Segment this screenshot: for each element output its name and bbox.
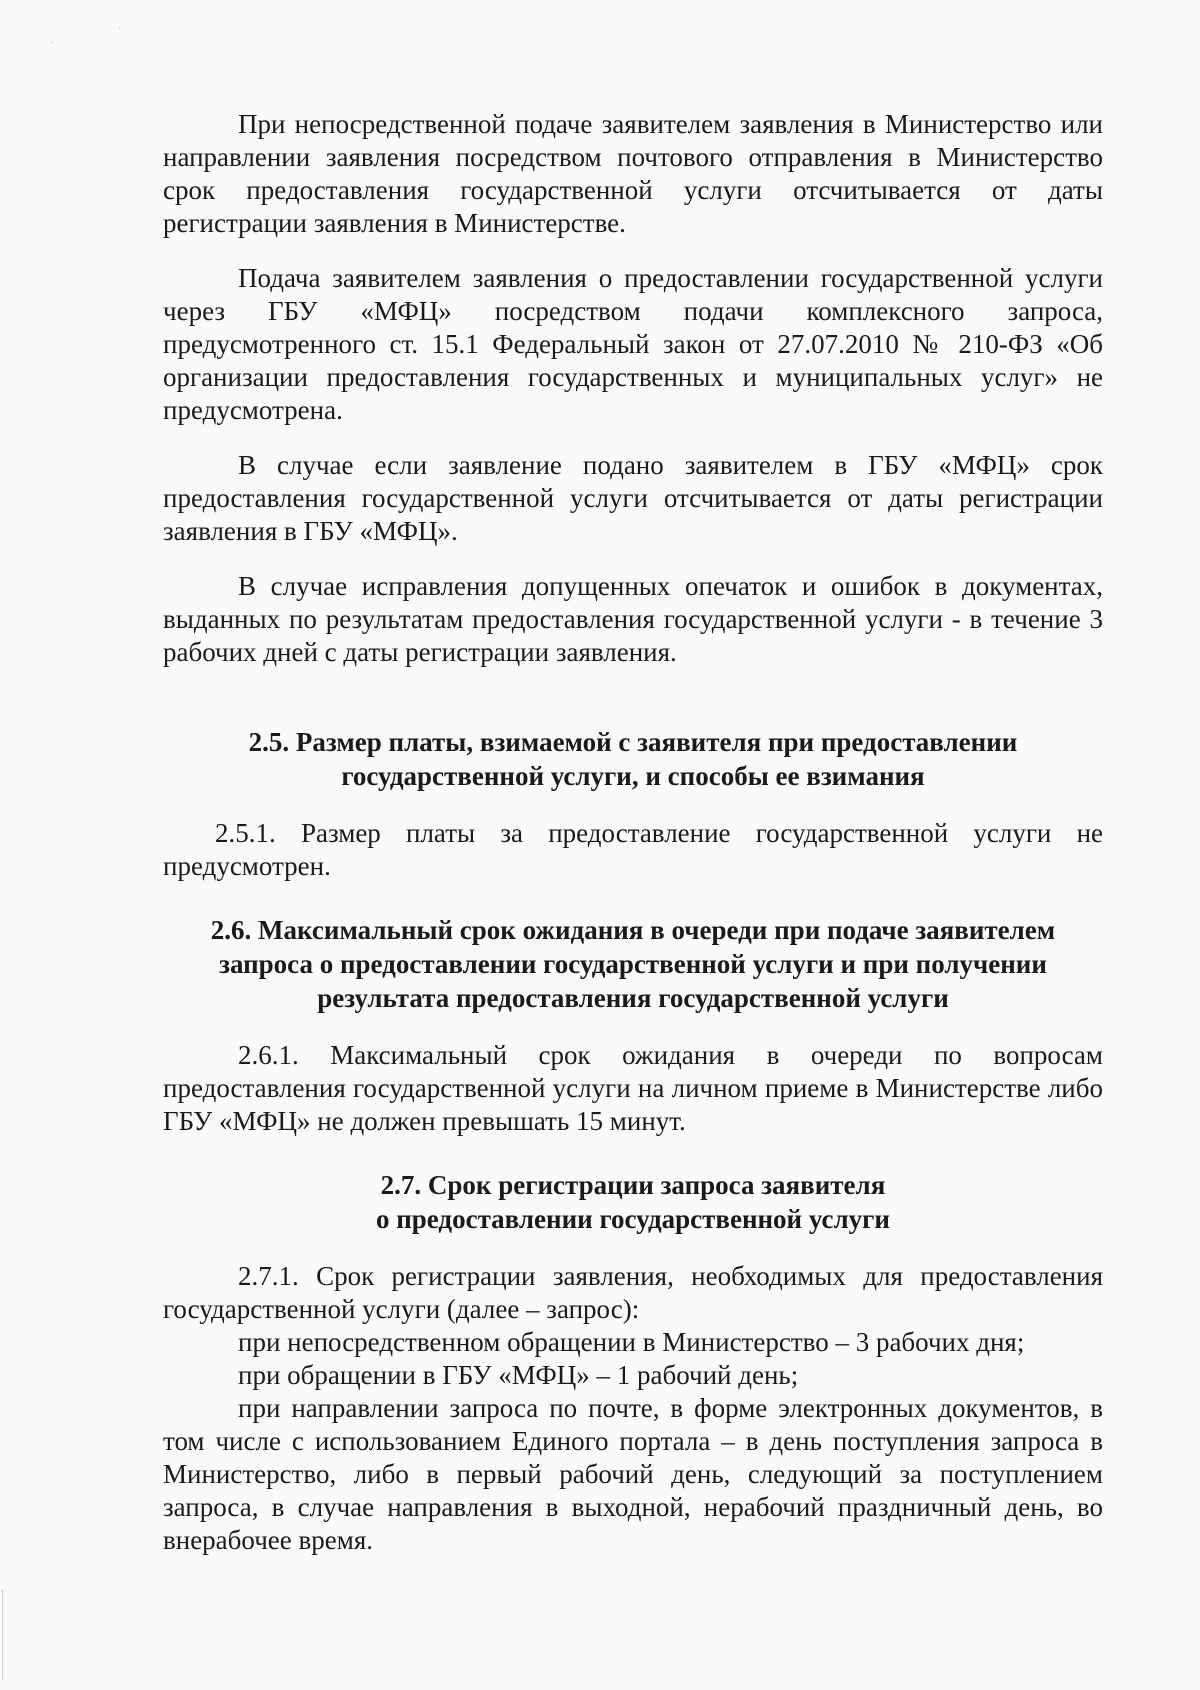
paragraph-submission-term: При непосредственной подаче заявителем заявления в Министерство или направлении заявления посредством почтового отправления в Министерство срок предоставления государственной услуги отсчитывается от даты регистрации заявления в Министерстве.	[163, 109, 1103, 238]
scan-artifact: ·	[118, 24, 122, 35]
paragraph-2-6-1: 2.6.1. Максимальный срок ожидания в очереди по вопросам предоставления государственной услуги на личном приеме в Министерстве либо ГБУ «МФЦ» не должен превышать 15 минут.	[163, 1040, 1103, 1136]
heading-2-6-line-1: 2.6. Максимальный срок ожидания в очереди при подаче заявителем	[210, 915, 1056, 945]
paragraph-mfc-term: В случае если заявление подано заявителем в ГБУ «МФЦ» срок предоставления государственной услуги отсчитывается от даты регистрации заявления в ГБУ «МФЦ».	[163, 450, 1103, 546]
heading-2-7-line-1: 2.7. Срок регистрации запроса заявителя	[380, 1170, 886, 1200]
scan-artifact: ·	[50, 38, 54, 49]
paragraph-complex-request: Подача заявителем заявления о предоставлении государственной услуги через ГБУ «МФЦ» посредством подачи комплексного запроса, предусмотренного ст. 15.1 Федеральный закон от 27.07.2010 № 210-ФЗ «Об организации предоставления государственных и муниципальных услуг» не предусмотрена.	[163, 263, 1103, 425]
paragraph-2-7-1: 2.7.1. Срок регистрации заявления, необходимых для предоставления государственной услуги (далее – запрос):	[163, 1261, 1103, 1324]
scan-edge-marks	[2, 1590, 5, 1680]
document-body	[163, 108, 1103, 1557]
heading-2-7-line-2: о предоставлении государственной услуги	[375, 1204, 890, 1234]
list-item-post-electronic: при направлении запроса по почте, в форме электронных документов, в том числе с использованием Единого портала – в день поступления запроса в Министерство, либо в первый рабочий день, следующий за поступлением запроса, в случае направления в выходной, нерабочий праздничный день, во внерабочее время.	[163, 1393, 1103, 1555]
list-item-mfc: при обращении в ГБУ «МФЦ» – 1 рабочий день;	[238, 1360, 799, 1390]
paragraph-corrections-term: В случае исправления допущенных опечаток и ошибок в документах, выданных по результатам предоставления государственной услуги - в течение 3 рабочих дней с даты регистрации заявления.	[163, 571, 1103, 667]
heading-2-5-line-2: государственной услуги, и способы ее взимания	[341, 761, 925, 791]
list-item-ministry: при непосредственном обращении в Министерство – 3 рабочих дня;	[238, 1327, 1025, 1357]
heading-2-5-line-1: 2.5. Размер платы, взимаемой с заявителя при предоставлении	[248, 727, 1018, 757]
paragraph-2-5-1: 2.5.1. Размер платы за предоставление государственной услуги не предусмотрен.	[163, 818, 1103, 881]
heading-2-6-line-2: запроса о предоставлении государственной услуги и при получении	[219, 949, 1047, 979]
heading-2-6-line-3: результата предоставления государственной услуги	[317, 983, 949, 1013]
